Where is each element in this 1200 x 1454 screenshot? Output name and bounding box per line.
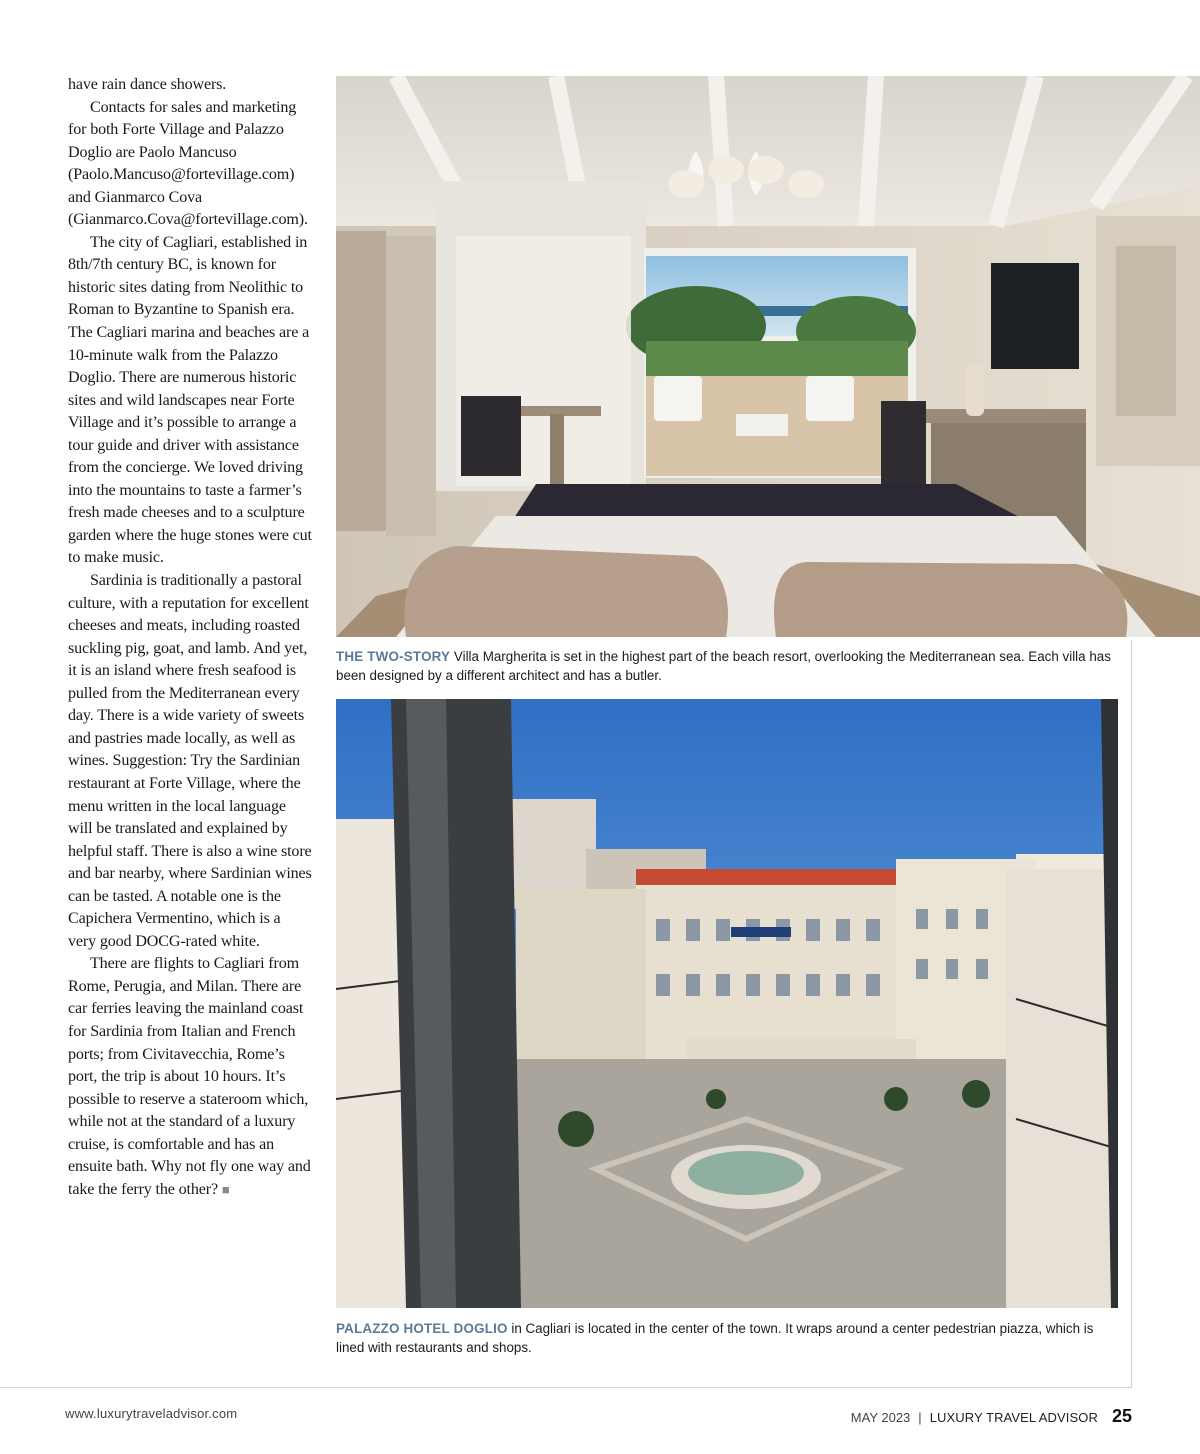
article-body	[68, 74, 312, 1201]
footer-publication-name: LUXURY TRAVEL ADVISOR	[929, 1410, 1098, 1425]
paragraph-4: Sardinia is traditionally a pastoral culture, with a reputation for excellent cheeses and meats, including roasted suckling pig, goat, and lamb. And yet, it is an island where fresh seafood is pulled from the Mediterranean every day. There is a wide variety of sweets and pastries made locally, as well as wines. Suggestion: Try the Sardinian restaurant at Forte Village, where the menu written in the local language will be translated and explained by helpful staff. There is also a wine store and bar nearby, where Sardinian wines can be tasted. A notable one is the Capichera Vermentino, which is a very good DOCG-rated white.	[68, 572, 312, 950]
end-mark-icon: ■	[221, 1181, 230, 1197]
paragraph-5	[68, 953, 312, 1201]
column-divider	[1131, 640, 1132, 1387]
page-number: 25	[1111, 1406, 1132, 1426]
paragraph-5-text: There are flights to Cagliari from Rome, Perugia, and Milan. There are car ferries leaving the mainland coast for Sardinia from Italian and French ports; from Civitavecchia, Rome’s port, the trip is about 10 hours. It’s possible to reserve a stateroom which, while not at the standard of a luxury cruise, is comfortable and has an ensuite bath. Why not fly one way and take the ferry the other?	[68, 955, 311, 1198]
caption-text: in Cagliari is located in the center of the town. It wraps around a center pedestrian piazza, which is lined with restaurants and shops.	[336, 1321, 1094, 1355]
villa-bedroom-photo	[336, 76, 1200, 637]
palazzo-piazza-photo	[336, 699, 1118, 1308]
footer-divider	[0, 1387, 1132, 1388]
paragraph-3: The city of Cagliari, established in 8th/7th century BC, is known for historic sites dating from Neolithic to Roman to Byzantine to Spanish era. The Cagliari marina and beaches are a 10-minute walk from the Palazzo Doglio. There are numerous historic sites and wild landscapes near Forte Village and it’s possible to arrange a tour guide and driver with assistance from the concierge. We loved driving into the mountains to taste a farmer’s fresh made cheeses and to a sculpture garden where the huge stones were cut to make music.	[68, 233, 312, 567]
caption-lead: PALAZZO HOTEL DOGLIO	[336, 1321, 508, 1336]
palazzo-photo-caption	[336, 1319, 1116, 1357]
footer-website-url[interactable]: www.luxurytraveladvisor.com	[65, 1406, 238, 1421]
paragraph-2: Contacts for sales and marketing for both Forte Village and Palazzo Doglio are Paolo Mancuso (Paolo.Mancuso@fortevillage.com) and Gianmarco Cova (Gianmarco.Cova@fortevillage.com).	[68, 98, 308, 229]
footer-separator: |	[918, 1410, 922, 1425]
caption-lead: THE TWO-STORY	[336, 649, 451, 664]
caption-text: Villa Margherita is set in the highest part of the beach resort, overlooking the Mediterranean sea. Each villa has been designed by a different architect and has a butler.	[336, 649, 1111, 683]
footer-folio	[851, 1406, 1132, 1427]
footer-issue-date: MAY 2023	[850, 1410, 911, 1425]
paragraph-1: have rain dance showers.	[68, 76, 227, 93]
villa-photo-caption	[336, 647, 1116, 685]
